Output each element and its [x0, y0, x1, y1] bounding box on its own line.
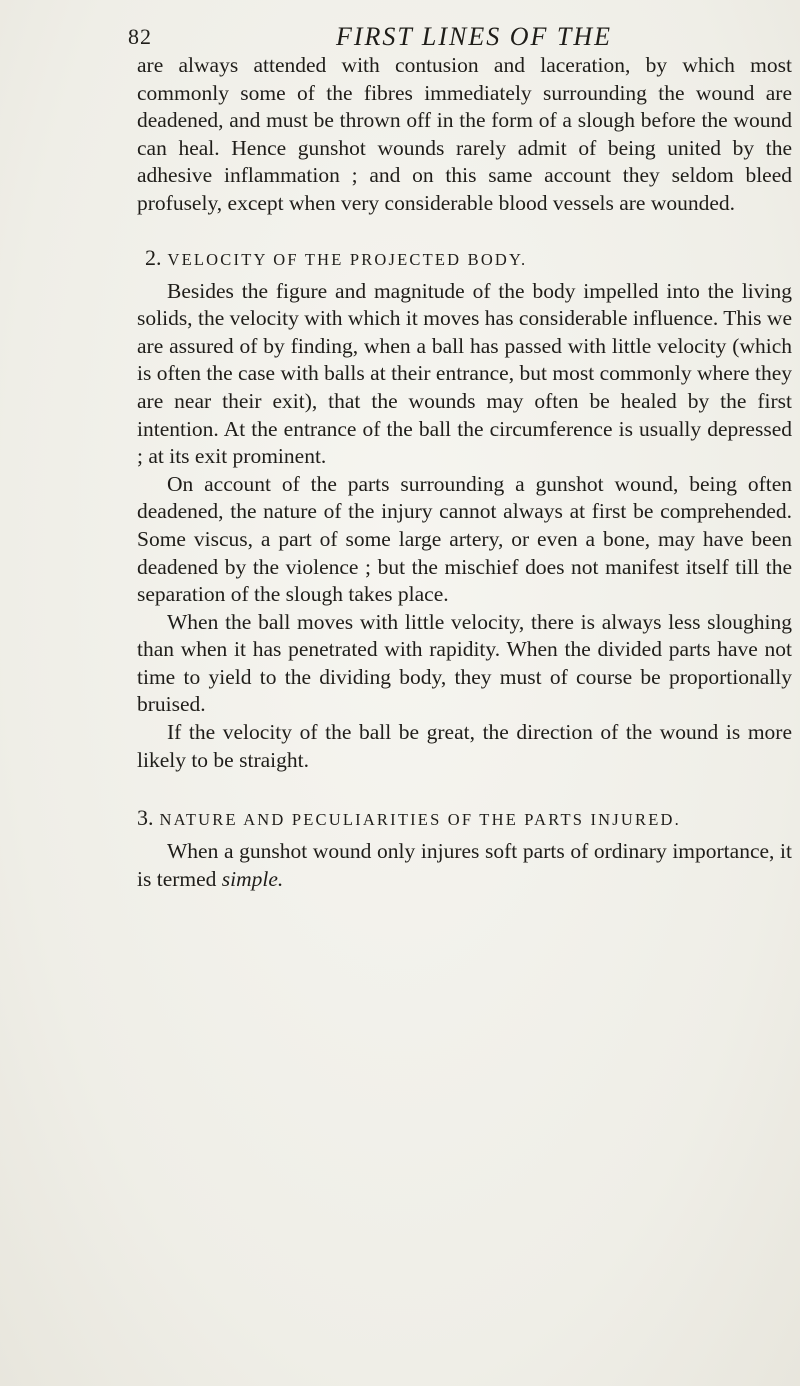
section-number: 2.	[145, 244, 162, 270]
page-number: 82	[128, 24, 152, 49]
paragraph-1: are always attended with contusion and laceration, by which most commonly some of the fibres immediately surrounding the wound are deadened, and must be thrown off in the form of a slough before the wound can heal. Hence gunshot wounds rarely admit of being united by the adhesive inflammation ; and on this same account they seldom bleed profusely, except when very considerable blood vessels are wounded.	[137, 53, 792, 215]
paragraph-3: On account of the parts surrounding a gunshot wound, being often deadened, the nature of the injury cannot always at first be comprehended. Some viscus, a part of some large artery, or even a bone, may have been deadened by the violence ; but the mischief does not manifest itself till the separation of the slough takes place.	[137, 471, 792, 607]
paragraph-6-text: When a gunshot wound only injures soft parts of ordinary importance, it is termed	[137, 839, 792, 891]
paragraph-6	[137, 838, 792, 893]
paragraph-5: If the velocity of the ball be great, the direction of the wound is more likely to be straight.	[137, 720, 792, 772]
term-simple: simple.	[221, 866, 284, 891]
running-title: FIRST LINES OF THE	[336, 22, 613, 51]
paragraph-4: When the ball moves with little velocity, there is always less sloughing than when it has penetrated with rapidity. When the divided parts have not time to yield to the dividing body, they must of course be proportionally bruised.	[137, 609, 792, 717]
section-number: 3.	[137, 805, 154, 831]
section-heading-nature	[137, 806, 792, 832]
section-title: VELOCITY OF THE PROJECTED BODY.	[167, 249, 528, 269]
running-head	[0, 14, 800, 54]
section-heading-velocity	[137, 246, 792, 272]
body-text	[137, 52, 792, 893]
paragraph-2: Besides the figure and magnitude of the body impelled into the living solids, the velocity with which it moves has considerable influence. This we are assured of by finding, when a ball has passed with little velocity (which is often the case with balls at their entrance, but most commonly where they are near their exit), that the wounds may often be healed by the first intention. At the entrance of the ball the circumference is usually depressed ; at its exit prominent.	[137, 278, 792, 469]
section-title: NATURE AND PECULIARITIES OF THE PARTS INJURED.	[159, 810, 681, 830]
